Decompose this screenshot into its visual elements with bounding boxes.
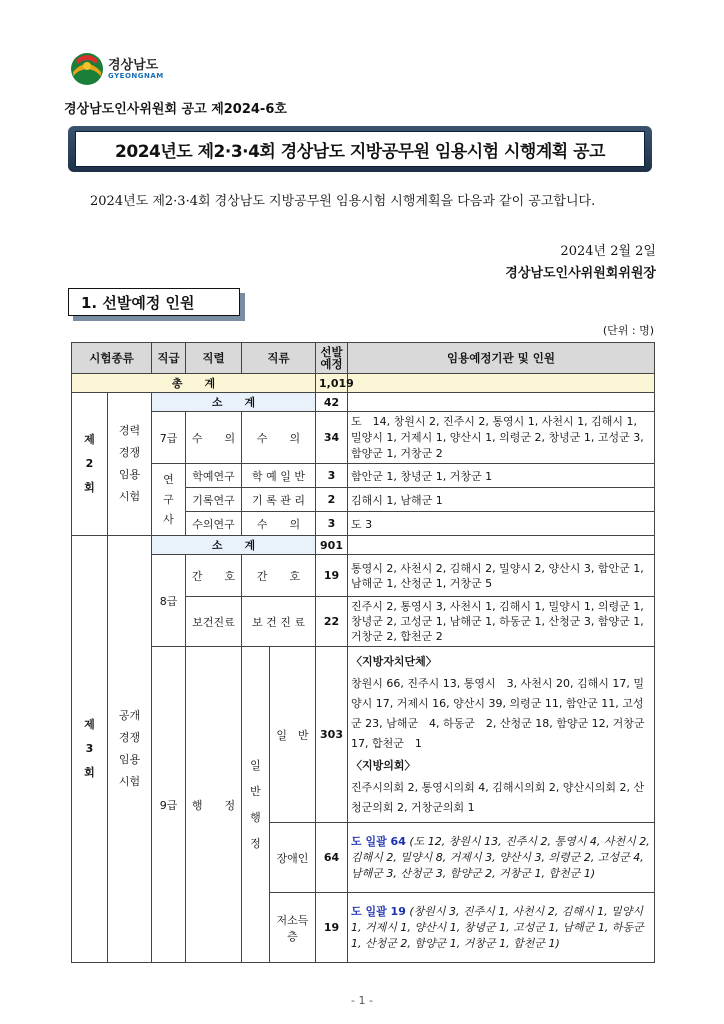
count-cell: 19: [316, 555, 348, 597]
round3-subtotal-row: [72, 536, 655, 555]
class-cell: 일 반: [270, 647, 316, 823]
bulk-detail: (창원시 3, 진주시 1, 사천시 2, 김해시 1, 밀양시 1, 거제시 1, 양산시 1, 창녕군 1, 고성군 1, 남해군 1, 하동군 1, 산청군 2, 함양군 1, 거창군 1, 합천군 1): [351, 904, 644, 950]
gyeongnam-emblem-icon: [70, 52, 104, 86]
class-cell: 학 예 일 반: [242, 464, 316, 488]
round2-subtotal-label: 소 계: [152, 393, 316, 412]
class-cell: 수 의: [242, 412, 316, 464]
count-cell: 303: [316, 647, 348, 823]
series-cell: 수의연구: [186, 512, 242, 536]
bulk-label: 도 일괄 19: [351, 904, 406, 918]
series-cell: 간 호: [186, 555, 242, 597]
series-cell: 학예연구: [186, 464, 242, 488]
intro-text: 2024년도 제2·3·4회 경상남도 지방공무원 임용시험 시행계획을 다음과 같이 공고합니다.: [90, 194, 596, 209]
round2-subtotal: 42: [316, 393, 348, 412]
table-row: [72, 555, 655, 597]
local-gov-list: 창원시 66, 진주시 13, 통영시 3, 사천시 20, 김해시 17, 밀양시 17, 거제시 16, 양산시 39, 의령군 11, 함안군 11, 고성군 23, 남해군 4, 하동군 2, 산청군 18, 함양군 12, 거창군 17, 합천군 1: [351, 676, 645, 750]
header-grade: 직급: [152, 343, 186, 374]
class-group-label: 일 반 행 정: [242, 647, 270, 963]
page-title: 2024년도 제2·3·4회 경상남도 지방공무원 임용시험 시행계획 공고: [75, 131, 645, 167]
bulk-detail: (도 12, 창원시 13, 진주시 2, 통영시 4, 사천시 2, 김해시 2, 밀양시 8, 거제시 3, 양산시 3, 의령군 2, 고성군 4, 남해군 3, 산청군 3, 함양군 2, 거창군 1, 합천군 1): [351, 834, 650, 880]
bulk-label: 도 일괄 64: [351, 834, 406, 848]
table-row: [72, 464, 655, 488]
title-banner: [68, 126, 652, 172]
round2-exam-type: 경력 경쟁 임용 시험: [108, 393, 152, 536]
logo-text-english: GYEONGNAM: [108, 72, 164, 80]
header-count: 선발 예정: [316, 343, 348, 374]
agencies-cell: 진주시 2, 통영시 3, 사천시 1, 김해시 1, 밀양시 1, 의령군 1, 창녕군 2, 고성군 1, 남해군 1, 하동군 1, 산청군 3, 함양군 1, 거창군 2, 합천군 2: [348, 597, 655, 647]
header-series: 직렬: [186, 343, 242, 374]
grade-9: 9급: [152, 647, 186, 963]
agencies-cell: [348, 647, 655, 823]
class-cell: 장애인: [270, 823, 316, 893]
notice-number: 경상남도인사위원회 공고 제2024-6호: [64, 102, 287, 117]
unit-note: (단위 : 명): [602, 324, 654, 337]
class-cell: 기 록 관 리: [242, 488, 316, 512]
round3-subtotal: 901: [316, 536, 348, 555]
agencies-cell: [348, 823, 655, 893]
count-cell: 34: [316, 412, 348, 464]
count-cell: 3: [316, 512, 348, 536]
series-cell: 행 정: [186, 647, 242, 963]
table-row: [72, 647, 655, 823]
header-exam-type: 시험종류: [72, 343, 152, 374]
signer: 경상남도인사위원회위원장: [505, 266, 656, 281]
agencies-cell: [348, 893, 655, 963]
total-count: 1,019: [316, 374, 348, 393]
table-header-row: [72, 343, 655, 374]
class-cell: 보 건 진 료: [242, 597, 316, 647]
agencies-cell: 도 14, 창원시 2, 진주시 2, 통영시 1, 사천시 1, 김해시 1, 밀양시 1, 거제시 1, 양산시 1, 의령군 2, 창녕군 1, 고성군 3, 함양군 1, 거창군 2: [348, 412, 655, 464]
agencies-cell: 함안군 1, 창녕군 1, 거창군 1: [348, 464, 655, 488]
series-cell: 보건진료: [186, 597, 242, 647]
header-agencies: 임용예정기관 및 인원: [348, 343, 655, 374]
count-cell: 22: [316, 597, 348, 647]
series-cell: 수 의: [186, 412, 242, 464]
round3-label: 제 3 회: [72, 536, 108, 963]
recruitment-table: [71, 342, 655, 963]
count-cell: 64: [316, 823, 348, 893]
agencies-cell: 통영시 2, 사천시 2, 김해시 2, 밀양시 2, 양산시 3, 함안군 1, 남해군 1, 산청군 1, 거창군 5: [348, 555, 655, 597]
class-cell: 수 의: [242, 512, 316, 536]
series-cell: 기록연구: [186, 488, 242, 512]
gyeongnam-logo: [70, 50, 210, 90]
announcement-date: 2024년 2월 2일: [560, 244, 656, 259]
section-heading: 1. 선발예정 인원: [68, 288, 240, 316]
round3-subtotal-label: 소 계: [152, 536, 316, 555]
grade-7: 7급: [152, 412, 186, 464]
round2-subtotal-row: [72, 393, 655, 412]
total-row: [72, 374, 655, 393]
round3-exam-type: 공개 경쟁 임용 시험: [108, 536, 152, 963]
count-cell: 19: [316, 893, 348, 963]
count-cell: 3: [316, 464, 348, 488]
count-cell: 2: [316, 488, 348, 512]
class-cell: 저소득층: [270, 893, 316, 963]
round2-label: 제 2 회: [72, 393, 108, 536]
header-class: 직류: [242, 343, 316, 374]
intro-paragraph: [64, 190, 656, 214]
local-gov-heading: 〈지방자치단체〉: [351, 654, 437, 668]
class-cell: 간 호: [242, 555, 316, 597]
total-label: 총 계: [72, 374, 316, 393]
logo-text-korean: 경상남도: [108, 58, 159, 73]
researcher-label: 연 구 사: [152, 464, 186, 536]
page-number: - 1 -: [351, 994, 373, 1007]
grade-8: 8급: [152, 555, 186, 647]
agencies-cell: 도 3: [348, 512, 655, 536]
council-heading: 〈지방의회〉: [351, 758, 416, 772]
table-row: [72, 412, 655, 464]
agencies-cell: 김해시 1, 남해군 1: [348, 488, 655, 512]
council-list: 진주시의회 2, 통영시의회 4, 김해시의회 2, 양산시의회 2, 산청군의회 2, 거창군의회 1: [351, 780, 645, 814]
